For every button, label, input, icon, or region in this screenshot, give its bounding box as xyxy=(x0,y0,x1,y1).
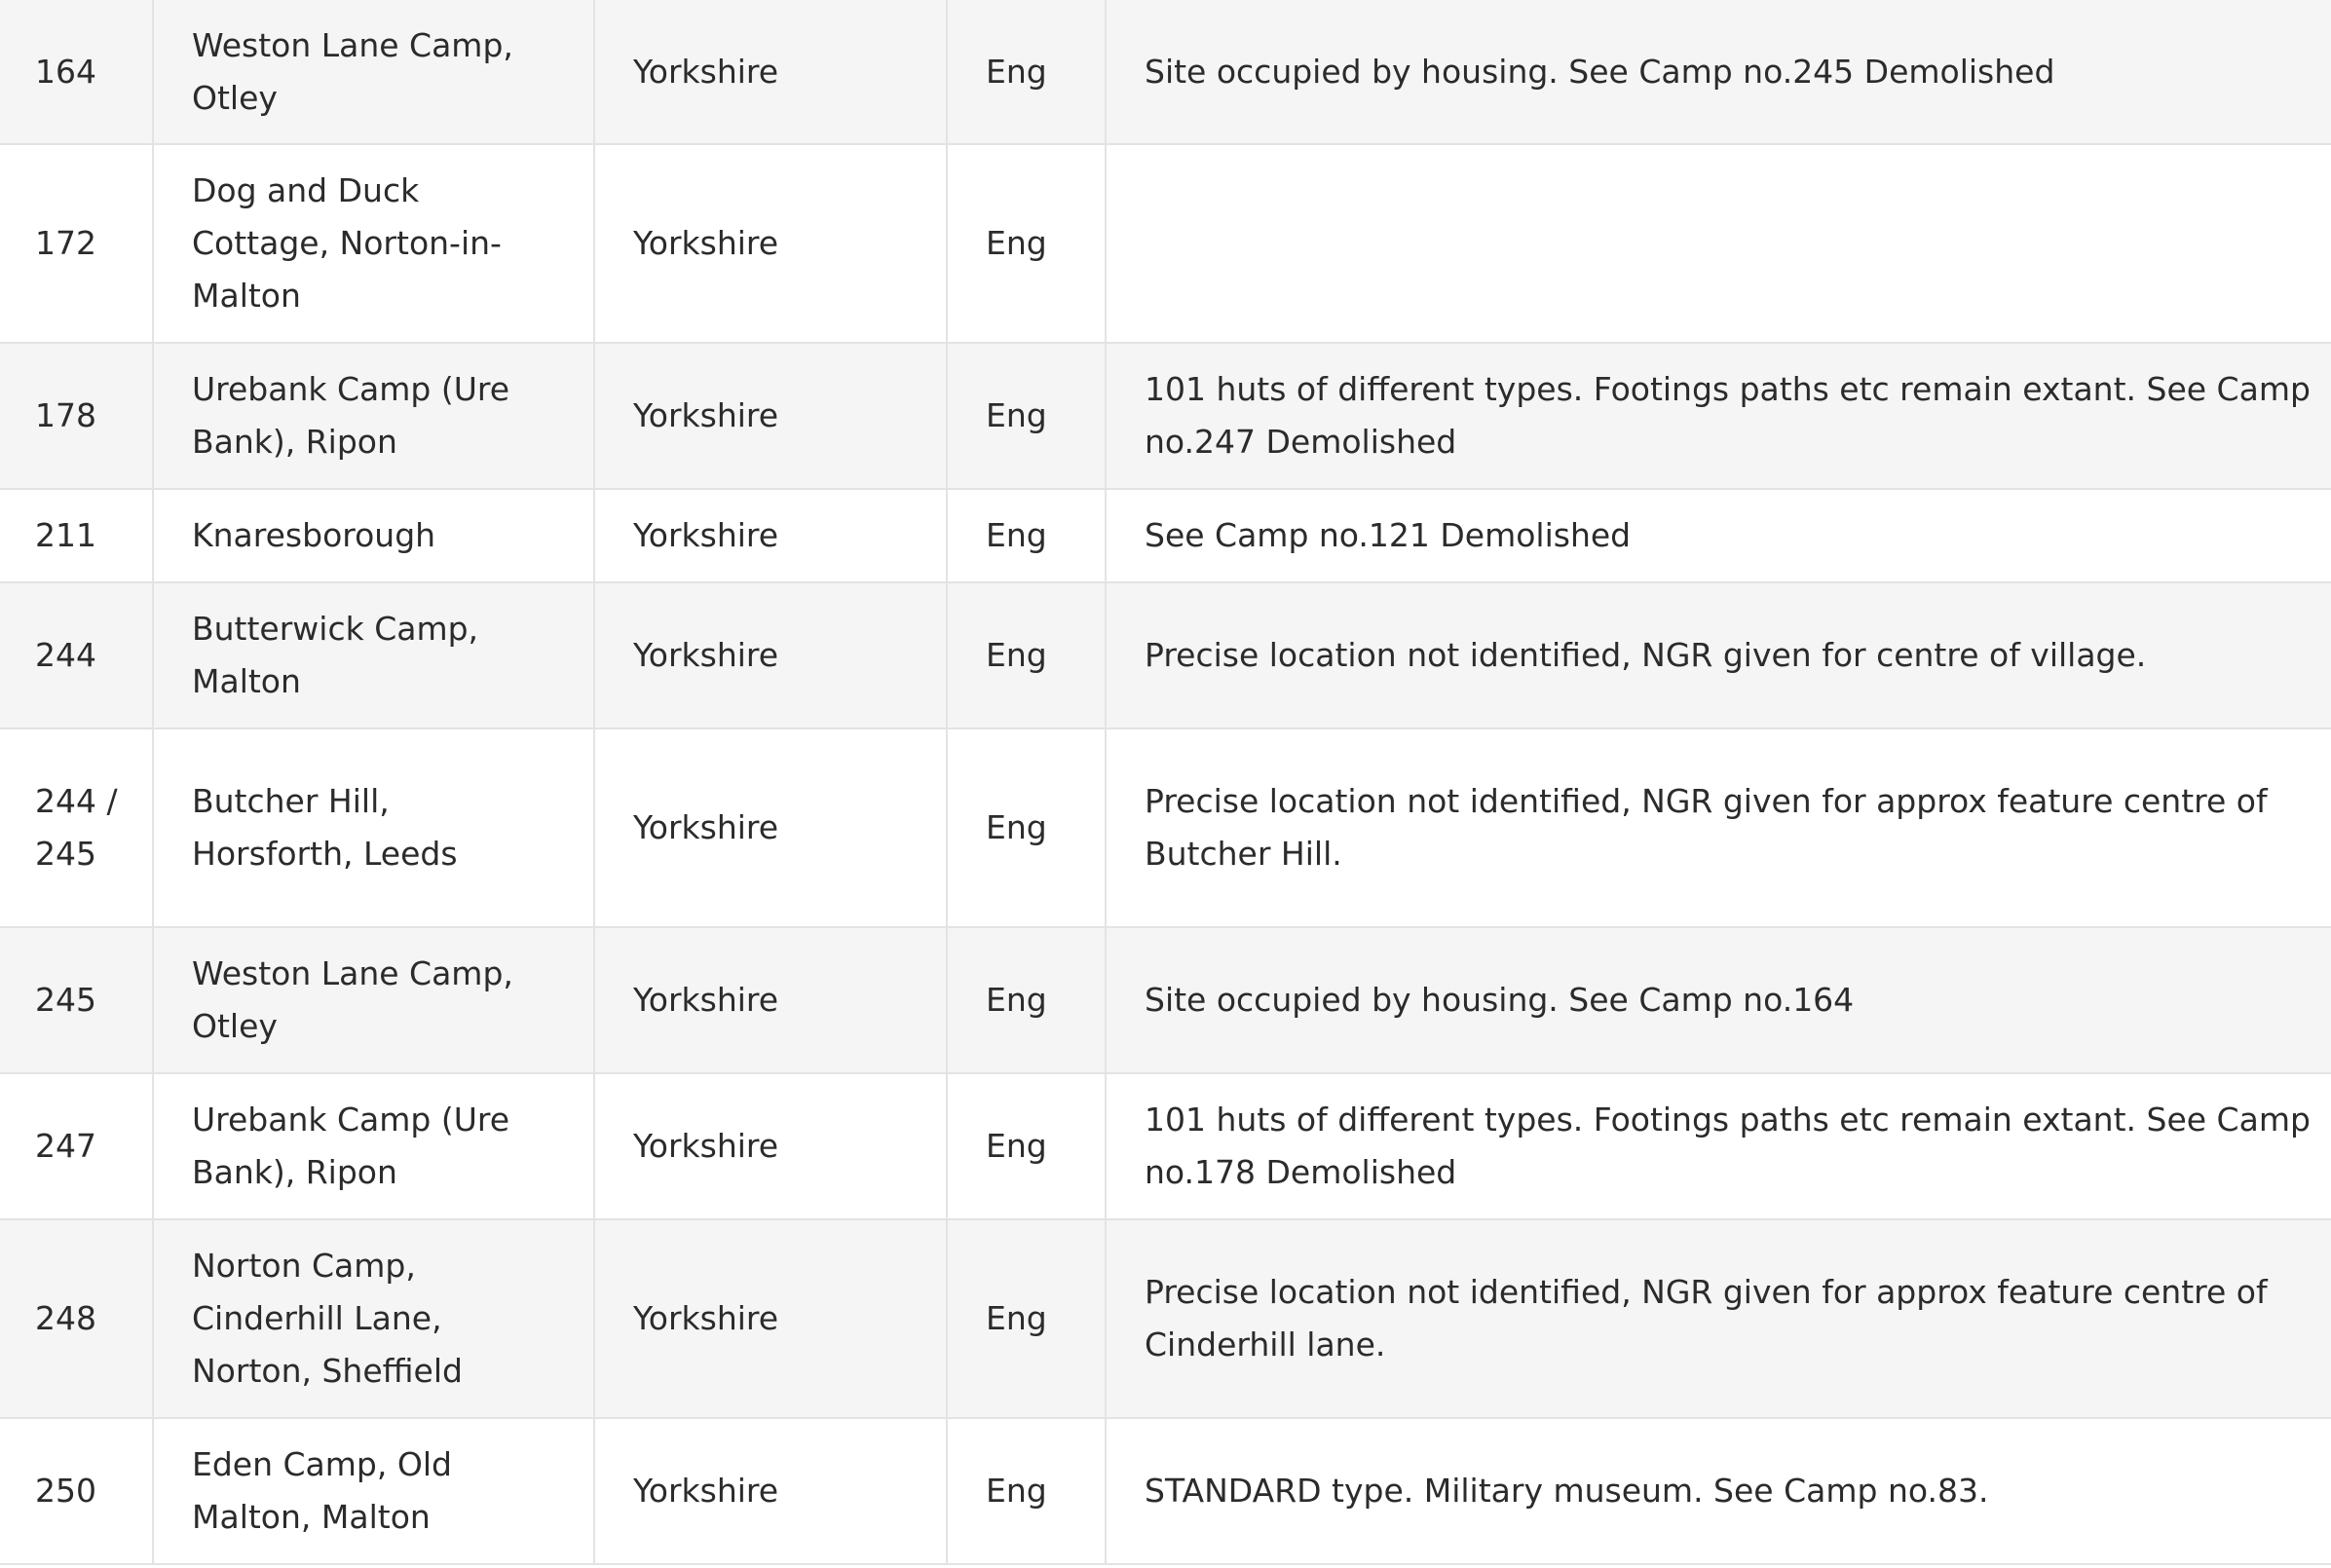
camp-number-cell: 245 xyxy=(0,927,153,1073)
camp-number-cell: 164 xyxy=(0,0,153,144)
camp-name-cell: Butcher Hill, Horsforth, Leeds xyxy=(153,728,594,927)
table-row xyxy=(0,1219,2331,1418)
table-row xyxy=(0,582,2331,728)
camp-name-cell: Norton Camp, Cinderhill Lane, Norton, Sheffield xyxy=(153,1219,594,1418)
table-row xyxy=(0,1418,2331,1564)
notes-cell: Site occupied by housing. See Camp no.245 Demolished xyxy=(1106,0,2331,144)
camp-name-cell: Knaresborough xyxy=(153,489,594,582)
camp-number-cell: 211 xyxy=(0,489,153,582)
table-row xyxy=(0,489,2331,582)
country-cell: Eng xyxy=(947,1219,1106,1418)
notes-cell: Precise location not identified, NGR given for approx feature centre of Cinderhill lane. xyxy=(1106,1219,2331,1418)
country-cell: Eng xyxy=(947,1073,1106,1219)
country-cell: Eng xyxy=(947,343,1106,489)
table-row xyxy=(0,927,2331,1073)
notes-cell: STANDARD type. Military museum. See Camp no.83. xyxy=(1106,1418,2331,1564)
county-cell: Yorkshire xyxy=(594,343,947,489)
notes-cell: Precise location not identified, NGR given for centre of village. xyxy=(1106,582,2331,728)
county-cell: Yorkshire xyxy=(594,582,947,728)
camp-number-cell: 244 / 245 xyxy=(0,728,153,927)
county-cell: Yorkshire xyxy=(594,1073,947,1219)
country-cell: Eng xyxy=(947,582,1106,728)
camp-name-cell: Dog and Duck Cottage, Norton-in-Malton xyxy=(153,144,594,343)
county-cell: Yorkshire xyxy=(594,927,947,1073)
table-row xyxy=(0,144,2331,343)
country-cell: Eng xyxy=(947,1418,1106,1564)
country-cell: Eng xyxy=(947,927,1106,1073)
country-cell: Eng xyxy=(947,728,1106,927)
camp-name-cell: Eden Camp, Old Malton, Malton xyxy=(153,1418,594,1564)
table-row xyxy=(0,0,2331,144)
county-cell: Yorkshire xyxy=(594,728,947,927)
county-cell: Yorkshire xyxy=(594,1418,947,1564)
table-row xyxy=(0,728,2331,927)
county-cell: Yorkshire xyxy=(594,0,947,144)
camp-name-cell: Urebank Camp (Ure Bank), Ripon xyxy=(153,343,594,489)
notes-cell: See Camp no.121 Demolished xyxy=(1106,489,2331,582)
table-row xyxy=(0,343,2331,489)
camp-number-cell: 247 xyxy=(0,1073,153,1219)
camp-number-cell: 244 xyxy=(0,582,153,728)
notes-cell: 101 huts of different types. Footings paths etc remain extant. See Camp no.247 Demolished xyxy=(1106,343,2331,489)
camp-name-cell: Weston Lane Camp, Otley xyxy=(153,927,594,1073)
camp-number-cell: 178 xyxy=(0,343,153,489)
table-row xyxy=(0,1073,2331,1219)
notes-cell: 101 huts of different types. Footings paths etc remain extant. See Camp no.178 Demolished xyxy=(1106,1073,2331,1219)
camp-name-cell: Weston Lane Camp, Otley xyxy=(153,0,594,144)
county-cell: Yorkshire xyxy=(594,144,947,343)
camp-number-cell: 250 xyxy=(0,1418,153,1564)
camp-name-cell: Butterwick Camp, Malton xyxy=(153,582,594,728)
notes-cell: Precise location not identified, NGR given for approx feature centre of Butcher Hill. xyxy=(1106,728,2331,927)
country-cell: Eng xyxy=(947,489,1106,582)
country-cell: Eng xyxy=(947,0,1106,144)
county-cell: Yorkshire xyxy=(594,489,947,582)
camp-name-cell: Urebank Camp (Ure Bank), Ripon xyxy=(153,1073,594,1219)
country-cell: Eng xyxy=(947,144,1106,343)
camp-number-cell: 248 xyxy=(0,1219,153,1418)
camp-number-cell: 172 xyxy=(0,144,153,343)
county-cell: Yorkshire xyxy=(594,1219,947,1418)
notes-cell: Site occupied by housing. See Camp no.164 xyxy=(1106,927,2331,1073)
notes-cell xyxy=(1106,144,2331,343)
